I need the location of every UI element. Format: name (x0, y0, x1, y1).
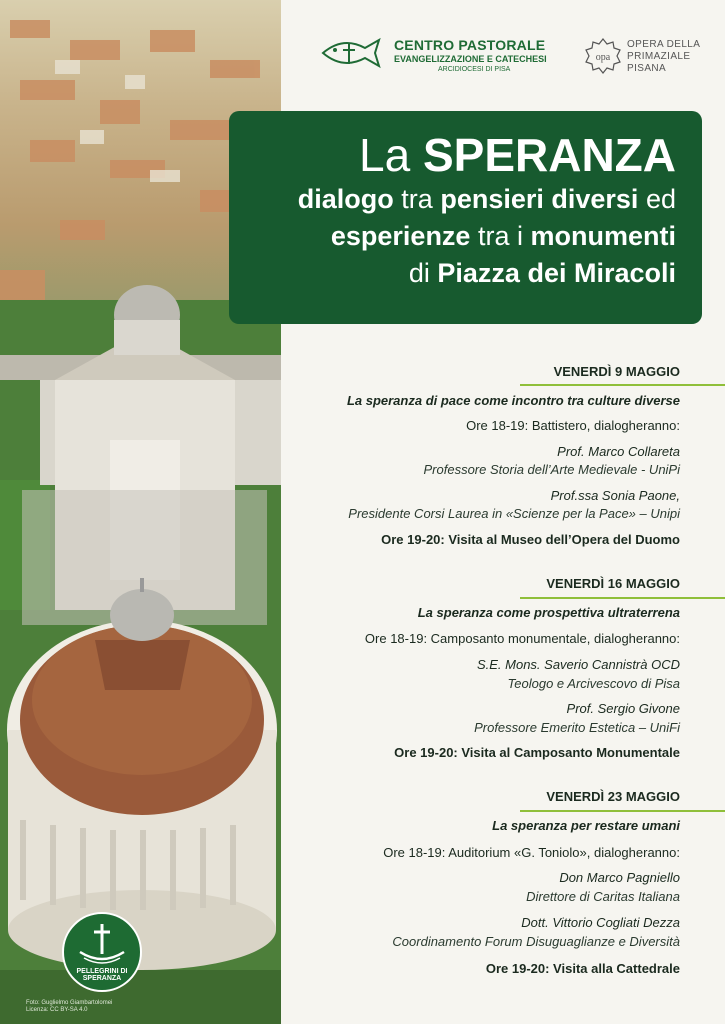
day-2-rule (520, 597, 725, 599)
day-3-date: VENERDÌ 23 MAGGIO (546, 789, 680, 804)
day-3-speaker-2-role: Coordinamento Forum Disuguaglianze e Diversità (392, 934, 680, 949)
day-1-rule (520, 384, 725, 386)
day-2-speaker-2-role: Professore Emerito Estetica – UniFi (474, 720, 680, 735)
day-2-theme: La speranza come prospettiva ultraterrena (417, 605, 680, 620)
day-1-speaker-1-name: Prof. Marco Collareta (557, 444, 680, 459)
svg-text:opa: opa (595, 52, 611, 63)
opa-emblem-icon (585, 38, 621, 74)
day-1-speaker-2-role: Presidente Corsi Laurea in «Scienze per la Pace» – Unipi (348, 506, 680, 521)
day-1-speaker-2-name: Prof.ssa Sonia Paone, (550, 488, 680, 503)
day-3-speaker-2-name: Dott. Vittorio Cogliati Dezza (521, 915, 680, 930)
title-banner (229, 111, 702, 324)
centro-pastorale-logo-text: CENTRO PASTORALE EVANGELIZZAZIONE E CATECHESI ARCIDIOCESI DI PISA (394, 37, 547, 73)
day-3-theme: La speranza per restare umani (492, 818, 680, 833)
opera-primaziale-logo-text: OPERA DELLA PRIMAZIALE PISANA (627, 39, 701, 74)
photo-credit: Foto: Guglielmo Giambartolomei Licenza: CC BY-SA 4.0 (26, 1000, 113, 1013)
day-2-speaker-1-role: Teologo e Arcivescovo di Pisa (507, 676, 680, 691)
subtitle-line-3: di Piazza dei Miracoli (408, 258, 676, 288)
jubilee-badge (62, 912, 142, 992)
day-3-rule (520, 810, 725, 812)
day-3-speaker-1-name: Don Marco Pagniello (559, 870, 680, 885)
day-3-session-2: Ore 19-20: Visita alla Cattedrale (485, 961, 680, 976)
day-3-session-1: Ore 18-19: Auditorium «G. Toniolo», dialogheranno: (383, 845, 680, 860)
subtitle-line-1: dialogo tra pensieri diversi ed (297, 184, 676, 214)
day-2-speaker-2-name: Prof. Sergio Givone (566, 701, 680, 716)
day-1-session-2: Ore 19-20: Visita al Museo dell’Opera del Duomo (381, 532, 680, 547)
main-title: La SPERANZA (359, 129, 676, 181)
day-2-speaker-1-name: S.E. Mons. Saverio Cannistrà OCD (476, 657, 680, 672)
badge-label: PELLEGRINI DI SPERANZA (76, 968, 128, 982)
day-3-speaker-1-role: Direttore di Caritas Italiana (526, 889, 680, 904)
fish-icon (321, 36, 383, 70)
day-2-session-1: Ore 18-19: Camposanto monumentale, dialogheranno: (364, 631, 680, 646)
subtitle-line-2: esperienze tra i monumenti (330, 221, 676, 251)
header (281, 0, 725, 110)
day-2-session-2: Ore 19-20: Visita al Camposanto Monumentale (394, 745, 680, 760)
day-1-date: VENERDÌ 9 MAGGIO (553, 364, 680, 379)
day-2-date: VENERDÌ 16 MAGGIO (546, 576, 680, 591)
day-1-speaker-1-role: Professore Storia dell’Arte Medievale - UniPi (423, 462, 680, 477)
day-1-session-1: Ore 18-19: Battistero, dialogheranno: (466, 418, 680, 433)
day-1-theme: La speranza di pace come incontro tra culture diverse (346, 393, 680, 408)
